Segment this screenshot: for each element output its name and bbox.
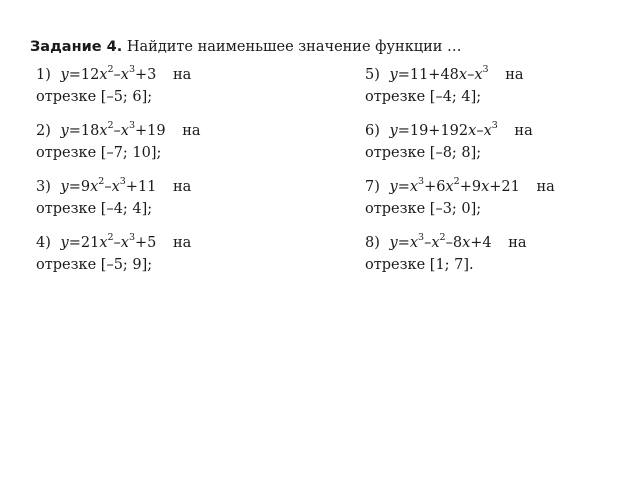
keyword-segment: отрезке <box>365 257 426 273</box>
task-label: Задание 4. <box>30 39 123 55</box>
problem-line-1 <box>365 176 555 198</box>
problem-6 <box>365 120 533 164</box>
problem-line-2 <box>365 142 533 164</box>
problem-equation: $y=19+192x-x^3$ <box>389 120 498 139</box>
problem-equation: $y=x^3-x^2-8x+4$ <box>389 232 492 251</box>
keyword-segment: отрезке <box>365 145 426 161</box>
problem-line-2 <box>36 142 201 164</box>
problem-number: 7) <box>365 179 380 195</box>
problem-equation: $y=21x^2-x^3+5$ <box>60 232 157 251</box>
problem-segment: [–8; 8]; <box>429 145 482 161</box>
keyword-on: на <box>536 179 555 195</box>
problem-line-1 <box>36 232 191 254</box>
keyword-on: на <box>173 179 192 195</box>
problem-number: 5) <box>365 67 380 83</box>
problem-equation: $y=11+48x-x^3$ <box>389 64 489 83</box>
problem-equation: $y=12x^2-x^3+3$ <box>60 64 157 83</box>
keyword-segment: отрезке <box>365 201 426 217</box>
problem-segment: [–7; 10]; <box>100 145 162 161</box>
keyword-segment: отрезке <box>36 145 97 161</box>
problem-segment: [1; 7]. <box>429 257 474 273</box>
keyword-on: на <box>173 67 192 83</box>
keyword-on: на <box>182 123 201 139</box>
problem-4 <box>36 232 191 276</box>
problem-number: 1) <box>36 67 51 83</box>
problem-line-1 <box>365 120 533 142</box>
problem-line-1 <box>365 232 527 254</box>
problem-1 <box>36 64 191 108</box>
keyword-on: на <box>173 235 192 251</box>
problem-2 <box>36 120 201 164</box>
problem-equation: $y=18x^2-x^3+19$ <box>60 120 166 139</box>
problem-line-2 <box>365 254 527 276</box>
problem-number: 6) <box>365 123 380 139</box>
problem-3 <box>36 176 191 220</box>
problem-line-2 <box>365 86 524 108</box>
keyword-segment: отрезке <box>36 257 97 273</box>
keyword-on: на <box>505 67 524 83</box>
problem-segment: [–4; 4]; <box>100 201 153 217</box>
problem-equation: $y=x^3+6x^2+9x+21$ <box>389 176 520 195</box>
problem-segment: [–4; 4]; <box>429 89 482 105</box>
keyword-segment: отрезке <box>36 201 97 217</box>
problem-segment: [–5; 9]; <box>100 257 153 273</box>
problem-line-1 <box>36 64 191 86</box>
problem-line-2 <box>365 198 555 220</box>
keyword-on: на <box>508 235 527 251</box>
problem-5 <box>365 64 524 108</box>
problem-line-2 <box>36 254 191 276</box>
problem-line-1 <box>36 176 191 198</box>
keyword-on: на <box>514 123 533 139</box>
problem-segment: [–5; 6]; <box>100 89 153 105</box>
problem-segment: [–3; 0]; <box>429 201 482 217</box>
keyword-segment: отрезке <box>36 89 97 105</box>
keyword-segment: отрезке <box>365 89 426 105</box>
problem-number: 3) <box>36 179 51 195</box>
problem-line-1 <box>365 64 524 86</box>
problem-number: 8) <box>365 235 380 251</box>
task-text: Найдите наименьшее значение функции … <box>126 39 462 55</box>
problem-equation: $y=9x^2-x^3+11$ <box>60 176 157 195</box>
problem-number: 4) <box>36 235 51 251</box>
problem-8 <box>365 232 527 276</box>
problem-line-2 <box>36 198 191 220</box>
problem-7 <box>365 176 555 220</box>
problem-line-1 <box>36 120 201 142</box>
problem-number: 2) <box>36 123 51 139</box>
problem-line-2 <box>36 86 191 108</box>
